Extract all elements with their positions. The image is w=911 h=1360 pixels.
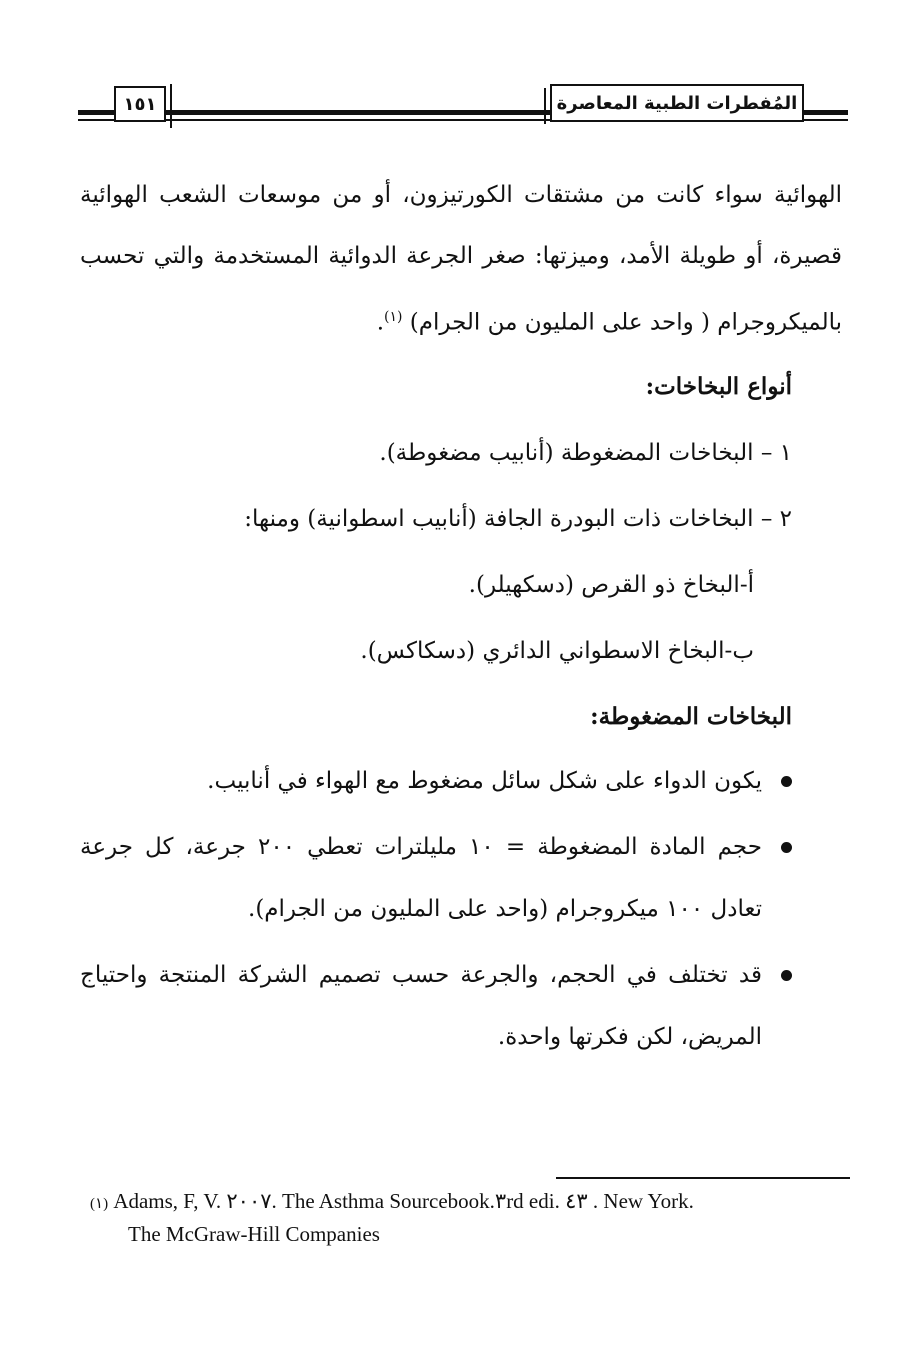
intro-end: . [376, 309, 384, 336]
footnote [90, 1186, 852, 1249]
footnote-citation-line1: Adams, F, V. ٢٠٠٧. The Asthma Sourcebook.٣rd edi. ٤٣ . New York. [113, 1189, 694, 1213]
type-item-1: ١ – البخاخات المضغوطة (أنابيب مضغوطة). [379, 439, 792, 466]
bullet-dot-icon [781, 842, 792, 853]
pressurized-bullet-list [80, 750, 842, 1068]
bullet-dot-icon [781, 776, 792, 787]
bullet-text: يكون الدواء على شكل سائل مضغوط مع الهواء في أنابيب. [207, 767, 762, 794]
sub-item-b: ب-البخاخ الاسطواني الدائري (دسكاكس). [360, 637, 754, 664]
page-body [80, 165, 842, 1072]
intro-paragraph [80, 165, 842, 354]
footnote-separator [556, 1177, 850, 1179]
bullet-dot-icon [781, 970, 792, 981]
bullet-text: قد تختلف في الحجم، والجرعة حسب تصميم الشركة المنتجة واحتياج المريض، لكن فكرتها واحدة. [80, 961, 762, 1050]
type-item-2: ٢ – البخاخات ذات البودرة الجافة (أنابيب اسطوانية) ومنها: [244, 505, 792, 532]
bullet-item [80, 816, 842, 940]
section-heading-pressurized: البخاخات المضغوطة: [590, 702, 792, 730]
page-number: ١٥١ [114, 86, 166, 122]
section-heading-types: أنواع البخاخات: [645, 372, 792, 400]
page-header [78, 80, 848, 132]
sub-item-a: أ-البخاخ ذو القرص (دسكهيلر). [468, 571, 754, 598]
bullet-text: حجم المادة المضغوطة = ١٠ مليلترات تعطي ٢٠٠ جرعة، كل جرعة تعادل ١٠٠ ميكروجرام (واحد على المليون من الجرام). [80, 833, 762, 922]
intro-text: الهوائية سواء كانت من مشتقات الكورتيزون، أو من موسعات الشعب الهوائية قصيرة، أو طويلة الأمد، وميزتها: صغر الجرعة الدوائية المستخدمة والتي تحسب بالميكروجرام ( واحد على المليون من الجرام) [80, 182, 842, 336]
bullet-item [80, 944, 842, 1068]
book-title: المُفطرات الطبية المعاصرة [550, 84, 804, 122]
footnote-marker: (١) [90, 1196, 109, 1212]
footnote-citation-line2: The McGraw-Hill Companies [128, 1222, 380, 1246]
bullet-item [80, 750, 842, 812]
footnote-reference: (١) [384, 309, 403, 325]
